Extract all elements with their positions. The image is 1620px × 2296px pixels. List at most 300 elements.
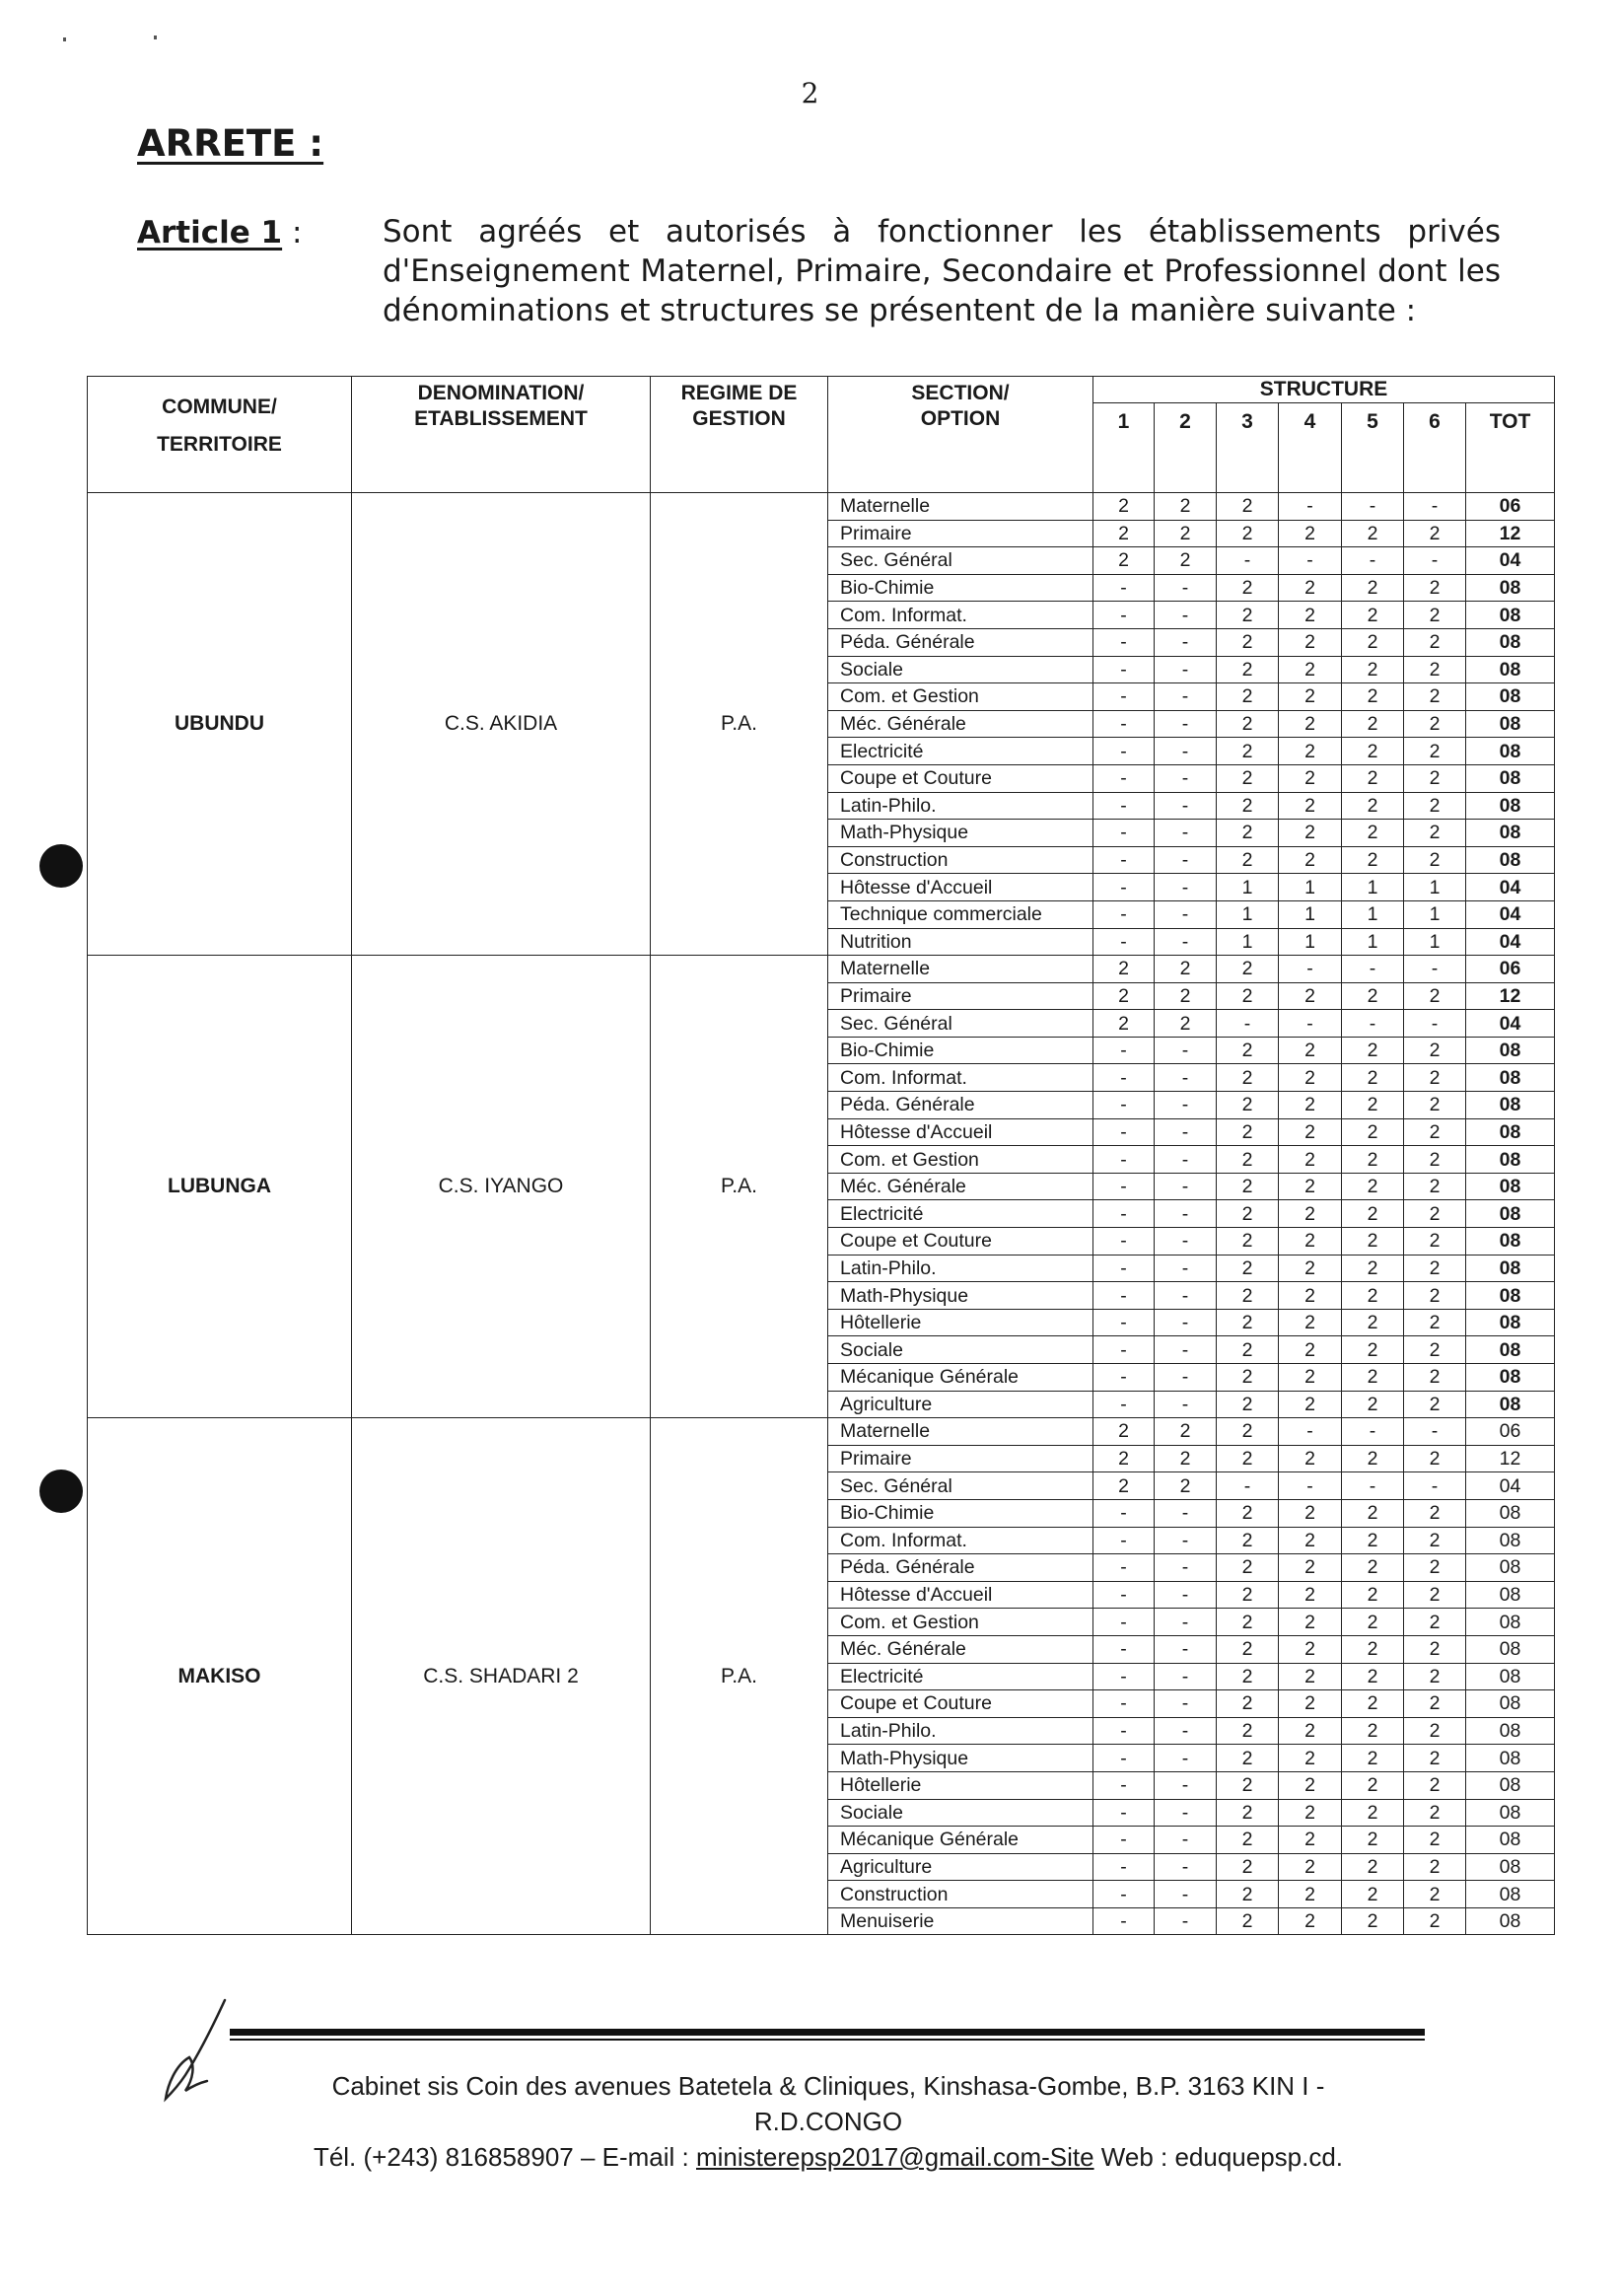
structure-cell-6: 2 xyxy=(1404,628,1466,656)
structure-cell-3: 2 xyxy=(1217,820,1279,847)
section-cell: Primaire xyxy=(828,982,1093,1010)
structure-cell-4: 2 xyxy=(1279,792,1342,820)
structure-cell-2: 2 xyxy=(1155,1010,1217,1038)
structure-cell-3: 2 xyxy=(1217,1827,1279,1854)
total-cell: 08 xyxy=(1466,1827,1555,1854)
structure-cell-3: 2 xyxy=(1217,1391,1279,1418)
structure-cell-4: 2 xyxy=(1279,710,1342,738)
structure-cell-3: 2 xyxy=(1217,710,1279,738)
structure-cell-1: - xyxy=(1093,1853,1155,1881)
structure-cell-5: 2 xyxy=(1342,1881,1404,1908)
structure-cell-4: 2 xyxy=(1279,574,1342,602)
structure-cell-5: 2 xyxy=(1342,1499,1404,1527)
structure-cell-6: 2 xyxy=(1404,1663,1466,1690)
total-cell: 06 xyxy=(1466,1418,1555,1446)
structure-cell-2: 2 xyxy=(1155,956,1217,983)
structure-cell-5: 2 xyxy=(1342,982,1404,1010)
structure-cell-6: 2 xyxy=(1404,1282,1466,1310)
section-cell: Hôtesse d'Accueil xyxy=(828,1581,1093,1609)
header-commune xyxy=(88,377,352,493)
structure-cell-2: - xyxy=(1155,1527,1217,1554)
section-cell: Bio-Chimie xyxy=(828,574,1093,602)
structure-cell-6: 2 xyxy=(1404,1364,1466,1392)
structure-cell-2: - xyxy=(1155,1690,1217,1718)
section-cell: Bio-Chimie xyxy=(828,1499,1093,1527)
establishments-table xyxy=(87,376,1555,1935)
header-denomination-l2: ETABLISSEMENT xyxy=(414,407,588,430)
structure-cell-2: - xyxy=(1155,1255,1217,1282)
structure-cell-3: 2 xyxy=(1217,1445,1279,1472)
structure-cell-4: 2 xyxy=(1279,1609,1342,1636)
footer-rule xyxy=(230,2029,1425,2041)
structure-cell-2: - xyxy=(1155,1827,1217,1854)
structure-cell-6: 2 xyxy=(1404,1092,1466,1119)
structure-cell-3: 2 xyxy=(1217,1118,1279,1146)
structure-cell-6: 2 xyxy=(1404,1336,1466,1364)
structure-cell-3: - xyxy=(1217,547,1279,575)
section-cell: Sec. Général xyxy=(828,547,1093,575)
structure-cell-5: 2 xyxy=(1342,1907,1404,1935)
table-row xyxy=(88,493,1555,521)
structure-cell-4: 2 xyxy=(1279,982,1342,1010)
structure-cell-6: 2 xyxy=(1404,792,1466,820)
header-col-1: 1 xyxy=(1093,403,1155,493)
structure-cell-1: - xyxy=(1093,1663,1155,1690)
section-cell: Méc. Générale xyxy=(828,1173,1093,1200)
total-cell: 08 xyxy=(1466,574,1555,602)
structure-cell-6: 1 xyxy=(1404,874,1466,901)
structure-cell-5: 2 xyxy=(1342,1255,1404,1282)
commune-cell: MAKISO xyxy=(88,1418,352,1935)
structure-cell-4: 2 xyxy=(1279,1853,1342,1881)
structure-cell-6: 1 xyxy=(1404,900,1466,928)
section-cell: Latin-Philo. xyxy=(828,1717,1093,1745)
structure-cell-6: 2 xyxy=(1404,1745,1466,1772)
structure-cell-4: 2 xyxy=(1279,1527,1342,1554)
structure-cell-2: - xyxy=(1155,574,1217,602)
structure-cell-2: - xyxy=(1155,1499,1217,1527)
structure-cell-4: 2 xyxy=(1279,1228,1342,1256)
header-col-5: 5 xyxy=(1342,403,1404,493)
structure-cell-6: 2 xyxy=(1404,1554,1466,1582)
structure-cell-4: 2 xyxy=(1279,628,1342,656)
structure-cell-2: - xyxy=(1155,1881,1217,1908)
structure-cell-2: 2 xyxy=(1155,1472,1217,1500)
total-cell: 08 xyxy=(1466,1173,1555,1200)
total-cell: 08 xyxy=(1466,1200,1555,1228)
structure-cell-5: 2 xyxy=(1342,656,1404,683)
regime-cell: P.A. xyxy=(651,493,828,956)
scan-speck xyxy=(154,36,157,39)
structure-cell-5: 2 xyxy=(1342,1717,1404,1745)
structure-cell-2: 2 xyxy=(1155,1445,1217,1472)
header-col-3: 3 xyxy=(1217,403,1279,493)
structure-cell-3: 2 xyxy=(1217,1200,1279,1228)
total-cell: 08 xyxy=(1466,1609,1555,1636)
section-cell: Primaire xyxy=(828,1445,1093,1472)
structure-cell-3: 2 xyxy=(1217,1146,1279,1174)
structure-cell-2: - xyxy=(1155,738,1217,765)
total-cell: 04 xyxy=(1466,547,1555,575)
section-cell: Com. et Gestion xyxy=(828,1609,1093,1636)
structure-cell-2: - xyxy=(1155,1092,1217,1119)
total-cell: 08 xyxy=(1466,1881,1555,1908)
table-body xyxy=(88,493,1555,1935)
structure-cell-1: - xyxy=(1093,1771,1155,1799)
section-cell: Com. Informat. xyxy=(828,1064,1093,1092)
structure-cell-4: 2 xyxy=(1279,1881,1342,1908)
structure-cell-4: 1 xyxy=(1279,874,1342,901)
structure-cell-2: - xyxy=(1155,1118,1217,1146)
structure-cell-6: 2 xyxy=(1404,1771,1466,1799)
structure-cell-5: - xyxy=(1342,493,1404,521)
header-regime-l2: GESTION xyxy=(692,407,786,430)
structure-cell-1: - xyxy=(1093,602,1155,629)
structure-cell-1: - xyxy=(1093,1554,1155,1582)
total-cell: 08 xyxy=(1466,792,1555,820)
structure-cell-2: 2 xyxy=(1155,982,1217,1010)
structure-cell-4: 2 xyxy=(1279,1445,1342,1472)
structure-cell-6: 2 xyxy=(1404,1609,1466,1636)
structure-cell-3: 2 xyxy=(1217,1554,1279,1582)
structure-cell-1: - xyxy=(1093,1336,1155,1364)
structure-cell-2: - xyxy=(1155,602,1217,629)
structure-cell-5: 2 xyxy=(1342,738,1404,765)
total-cell: 08 xyxy=(1466,1581,1555,1609)
total-cell: 04 xyxy=(1466,1010,1555,1038)
structure-cell-3: 2 xyxy=(1217,1499,1279,1527)
structure-cell-2: - xyxy=(1155,656,1217,683)
structure-cell-2: - xyxy=(1155,1581,1217,1609)
structure-cell-5: 2 xyxy=(1342,1309,1404,1336)
structure-cell-4: 2 xyxy=(1279,1064,1342,1092)
structure-cell-3: 1 xyxy=(1217,900,1279,928)
structure-cell-3: 2 xyxy=(1217,1690,1279,1718)
structure-cell-3: - xyxy=(1217,1010,1279,1038)
structure-cell-2: - xyxy=(1155,1309,1217,1336)
structure-cell-5: 2 xyxy=(1342,683,1404,711)
structure-cell-2: - xyxy=(1155,874,1217,901)
structure-cell-2: - xyxy=(1155,764,1217,792)
structure-cell-6: 2 xyxy=(1404,1635,1466,1663)
total-cell: 08 xyxy=(1466,1745,1555,1772)
section-cell: Com. Informat. xyxy=(828,1527,1093,1554)
article-line: Sont agréés et autorisés à fonctionner les établissements privés xyxy=(383,214,1501,250)
structure-cell-2: - xyxy=(1155,792,1217,820)
article-colon: : xyxy=(291,215,303,251)
structure-cell-1: - xyxy=(1093,1799,1155,1827)
structure-cell-4: 1 xyxy=(1279,900,1342,928)
footer-tel: Tél. (+243) 816858907 – E-mail : xyxy=(313,2142,696,2172)
total-cell: 08 xyxy=(1466,1391,1555,1418)
structure-cell-4: 2 xyxy=(1279,1581,1342,1609)
section-cell: Com. Informat. xyxy=(828,602,1093,629)
structure-cell-6: - xyxy=(1404,1418,1466,1446)
structure-cell-5: 2 xyxy=(1342,1282,1404,1310)
regime-cell: P.A. xyxy=(651,956,828,1418)
structure-cell-5: 2 xyxy=(1342,1200,1404,1228)
structure-cell-4: 2 xyxy=(1279,1907,1342,1935)
structure-cell-1: - xyxy=(1093,738,1155,765)
structure-cell-5: 2 xyxy=(1342,1799,1404,1827)
structure-cell-1: - xyxy=(1093,846,1155,874)
structure-cell-5: 2 xyxy=(1342,1827,1404,1854)
structure-cell-2: - xyxy=(1155,1771,1217,1799)
structure-cell-6: 2 xyxy=(1404,846,1466,874)
structure-cell-1: - xyxy=(1093,1745,1155,1772)
structure-cell-2: - xyxy=(1155,1146,1217,1174)
structure-cell-6: 2 xyxy=(1404,710,1466,738)
header-commune-l2: TERRITOIRE xyxy=(157,433,282,456)
structure-cell-1: - xyxy=(1093,1200,1155,1228)
structure-cell-4: 2 xyxy=(1279,1200,1342,1228)
structure-cell-6: 2 xyxy=(1404,1690,1466,1718)
structure-cell-1: 2 xyxy=(1093,982,1155,1010)
structure-cell-5: 2 xyxy=(1342,1609,1404,1636)
structure-cell-4: 2 xyxy=(1279,1092,1342,1119)
article-line: d'Enseignement Maternel, Primaire, Secondaire et Professionnel dont les xyxy=(383,253,1501,289)
denomination-cell: C.S. AKIDIA xyxy=(352,493,651,956)
section-cell: Electricité xyxy=(828,1200,1093,1228)
section-cell: Méc. Générale xyxy=(828,710,1093,738)
total-cell: 08 xyxy=(1466,656,1555,683)
structure-cell-4: - xyxy=(1279,1010,1342,1038)
structure-cell-6: 2 xyxy=(1404,656,1466,683)
structure-cell-3: 2 xyxy=(1217,1228,1279,1256)
article-label xyxy=(137,215,302,251)
section-cell: Hôtellerie xyxy=(828,1771,1093,1799)
structure-cell-2: - xyxy=(1155,1799,1217,1827)
structure-cell-6: 2 xyxy=(1404,738,1466,765)
structure-cell-1: - xyxy=(1093,1527,1155,1554)
structure-cell-6: 2 xyxy=(1404,1118,1466,1146)
structure-cell-2: - xyxy=(1155,900,1217,928)
total-cell: 08 xyxy=(1466,1554,1555,1582)
section-cell: Sec. Général xyxy=(828,1010,1093,1038)
structure-cell-3: 2 xyxy=(1217,1581,1279,1609)
structure-cell-6: 2 xyxy=(1404,1499,1466,1527)
denomination-cell: C.S. SHADARI 2 xyxy=(352,1418,651,1935)
structure-cell-4: 2 xyxy=(1279,764,1342,792)
section-cell: Maternelle xyxy=(828,956,1093,983)
total-cell: 08 xyxy=(1466,764,1555,792)
section-cell: Hôtesse d'Accueil xyxy=(828,874,1093,901)
footer-rule-thin xyxy=(230,2039,1425,2041)
footer-line2 xyxy=(256,2139,1400,2175)
structure-cell-3: 2 xyxy=(1217,574,1279,602)
structure-cell-6: 2 xyxy=(1404,820,1466,847)
structure-cell-3: 2 xyxy=(1217,628,1279,656)
structure-cell-1: 2 xyxy=(1093,493,1155,521)
header-regime-l1: REGIME DE xyxy=(680,382,798,404)
section-cell: Sociale xyxy=(828,1336,1093,1364)
structure-cell-1: - xyxy=(1093,1118,1155,1146)
structure-cell-5: - xyxy=(1342,956,1404,983)
structure-cell-4: 2 xyxy=(1279,1146,1342,1174)
structure-cell-3: 2 xyxy=(1217,1635,1279,1663)
section-cell: Math-Physique xyxy=(828,1282,1093,1310)
structure-cell-1: - xyxy=(1093,1635,1155,1663)
structure-cell-1: - xyxy=(1093,1717,1155,1745)
structure-cell-4: 2 xyxy=(1279,1690,1342,1718)
structure-cell-5: - xyxy=(1342,1418,1404,1446)
structure-cell-1: - xyxy=(1093,683,1155,711)
structure-cell-1: - xyxy=(1093,1173,1155,1200)
structure-cell-2: - xyxy=(1155,1635,1217,1663)
structure-cell-3: 2 xyxy=(1217,1881,1279,1908)
structure-cell-5: 2 xyxy=(1342,602,1404,629)
structure-cell-1: - xyxy=(1093,1499,1155,1527)
total-cell: 08 xyxy=(1466,1037,1555,1064)
article-number: Article 1 xyxy=(137,215,283,251)
total-cell: 08 xyxy=(1466,1092,1555,1119)
structure-cell-1: - xyxy=(1093,1690,1155,1718)
header-commune-l1: COMMUNE/ xyxy=(162,395,277,418)
structure-cell-1: 2 xyxy=(1093,547,1155,575)
total-cell: 08 xyxy=(1466,846,1555,874)
structure-cell-5: 2 xyxy=(1342,628,1404,656)
structure-cell-6: 2 xyxy=(1404,574,1466,602)
total-cell: 08 xyxy=(1466,1690,1555,1718)
page-number: 2 xyxy=(801,77,819,109)
structure-cell-4: 2 xyxy=(1279,1037,1342,1064)
structure-cell-1: - xyxy=(1093,792,1155,820)
structure-cell-5: 2 xyxy=(1342,1581,1404,1609)
section-cell: Péda. Générale xyxy=(828,1554,1093,1582)
header-section xyxy=(828,377,1093,493)
structure-cell-3: 2 xyxy=(1217,1364,1279,1392)
structure-cell-4: 2 xyxy=(1279,1173,1342,1200)
total-cell: 08 xyxy=(1466,1309,1555,1336)
structure-cell-1: - xyxy=(1093,628,1155,656)
denomination-cell: C.S. IYANGO xyxy=(352,956,651,1418)
structure-cell-5: 2 xyxy=(1342,1092,1404,1119)
structure-cell-1: - xyxy=(1093,1609,1155,1636)
section-cell: Construction xyxy=(828,1881,1093,1908)
structure-cell-5: 2 xyxy=(1342,1771,1404,1799)
header-col-4: 4 xyxy=(1279,403,1342,493)
structure-cell-2: 2 xyxy=(1155,493,1217,521)
total-cell: 06 xyxy=(1466,493,1555,521)
structure-cell-2: - xyxy=(1155,1173,1217,1200)
structure-cell-2: - xyxy=(1155,710,1217,738)
total-cell: 08 xyxy=(1466,1717,1555,1745)
total-cell: 04 xyxy=(1466,928,1555,956)
header-section-l1: SECTION/ xyxy=(911,382,1010,404)
section-cell: Sociale xyxy=(828,656,1093,683)
total-cell: 08 xyxy=(1466,1282,1555,1310)
structure-cell-3: 2 xyxy=(1217,1853,1279,1881)
structure-cell-4: 1 xyxy=(1279,928,1342,956)
structure-cell-5: 2 xyxy=(1342,792,1404,820)
structure-cell-2: - xyxy=(1155,1663,1217,1690)
structure-cell-1: - xyxy=(1093,1364,1155,1392)
structure-cell-5: 2 xyxy=(1342,820,1404,847)
section-cell: Sociale xyxy=(828,1799,1093,1827)
total-cell: 08 xyxy=(1466,1228,1555,1256)
total-cell: 08 xyxy=(1466,1064,1555,1092)
structure-cell-4: 2 xyxy=(1279,1554,1342,1582)
section-cell: Primaire xyxy=(828,520,1093,547)
structure-cell-2: - xyxy=(1155,1282,1217,1310)
structure-cell-3: 2 xyxy=(1217,1418,1279,1446)
structure-cell-5: 2 xyxy=(1342,1690,1404,1718)
structure-cell-6: 2 xyxy=(1404,1881,1466,1908)
structure-cell-1: - xyxy=(1093,1064,1155,1092)
structure-cell-4: 2 xyxy=(1279,1499,1342,1527)
structure-cell-4: 2 xyxy=(1279,1771,1342,1799)
header-col-2: 2 xyxy=(1155,403,1217,493)
structure-cell-2: - xyxy=(1155,683,1217,711)
section-cell: Bio-Chimie xyxy=(828,1037,1093,1064)
structure-cell-1: - xyxy=(1093,764,1155,792)
structure-cell-2: - xyxy=(1155,1336,1217,1364)
structure-cell-1: - xyxy=(1093,574,1155,602)
decree-heading: ARRETE : xyxy=(137,122,324,165)
structure-cell-6: 2 xyxy=(1404,1255,1466,1282)
structure-cell-5: 2 xyxy=(1342,1554,1404,1582)
structure-cell-1: - xyxy=(1093,710,1155,738)
structure-cell-4: 2 xyxy=(1279,820,1342,847)
total-cell: 08 xyxy=(1466,1853,1555,1881)
structure-cell-5: 2 xyxy=(1342,1146,1404,1174)
total-cell: 08 xyxy=(1466,1364,1555,1392)
structure-cell-1: - xyxy=(1093,1581,1155,1609)
section-cell: Méc. Générale xyxy=(828,1635,1093,1663)
structure-cell-4: 2 xyxy=(1279,1336,1342,1364)
structure-cell-3: 1 xyxy=(1217,928,1279,956)
header-section-l2: OPTION xyxy=(920,407,1001,430)
structure-cell-3: 2 xyxy=(1217,1092,1279,1119)
total-cell: 08 xyxy=(1466,602,1555,629)
structure-cell-5: 1 xyxy=(1342,874,1404,901)
section-cell: Coupe et Couture xyxy=(828,1228,1093,1256)
article-text xyxy=(383,212,1501,330)
structure-cell-5: 1 xyxy=(1342,928,1404,956)
structure-cell-5: 2 xyxy=(1342,574,1404,602)
structure-cell-1: 2 xyxy=(1093,1010,1155,1038)
section-cell: Menuiserie xyxy=(828,1907,1093,1935)
structure-cell-3: 2 xyxy=(1217,1527,1279,1554)
structure-cell-1: - xyxy=(1093,1881,1155,1908)
structure-cell-5: 2 xyxy=(1342,1663,1404,1690)
total-cell: 08 xyxy=(1466,1499,1555,1527)
total-cell: 08 xyxy=(1466,1907,1555,1935)
structure-cell-3: 2 xyxy=(1217,1336,1279,1364)
section-cell: Construction xyxy=(828,846,1093,874)
structure-cell-5: - xyxy=(1342,1472,1404,1500)
structure-cell-6: - xyxy=(1404,547,1466,575)
total-cell: 04 xyxy=(1466,900,1555,928)
total-cell: 08 xyxy=(1466,628,1555,656)
section-cell: Math-Physique xyxy=(828,820,1093,847)
structure-cell-3: 2 xyxy=(1217,738,1279,765)
structure-cell-3: 2 xyxy=(1217,1609,1279,1636)
structure-cell-3: 2 xyxy=(1217,1799,1279,1827)
structure-cell-6: 2 xyxy=(1404,1717,1466,1745)
structure-cell-6: 2 xyxy=(1404,1173,1466,1200)
structure-cell-1: - xyxy=(1093,1146,1155,1174)
section-cell: Hôtesse d'Accueil xyxy=(828,1118,1093,1146)
structure-cell-4: - xyxy=(1279,547,1342,575)
structure-cell-4: 2 xyxy=(1279,1255,1342,1282)
footer-email-link[interactable]: ministerepsp2017@gmail.com-Site xyxy=(696,2142,1094,2172)
structure-cell-6: 2 xyxy=(1404,602,1466,629)
structure-cell-6: 2 xyxy=(1404,1445,1466,1472)
structure-cell-5: 2 xyxy=(1342,520,1404,547)
structure-cell-5: 2 xyxy=(1342,846,1404,874)
structure-cell-4: 2 xyxy=(1279,520,1342,547)
